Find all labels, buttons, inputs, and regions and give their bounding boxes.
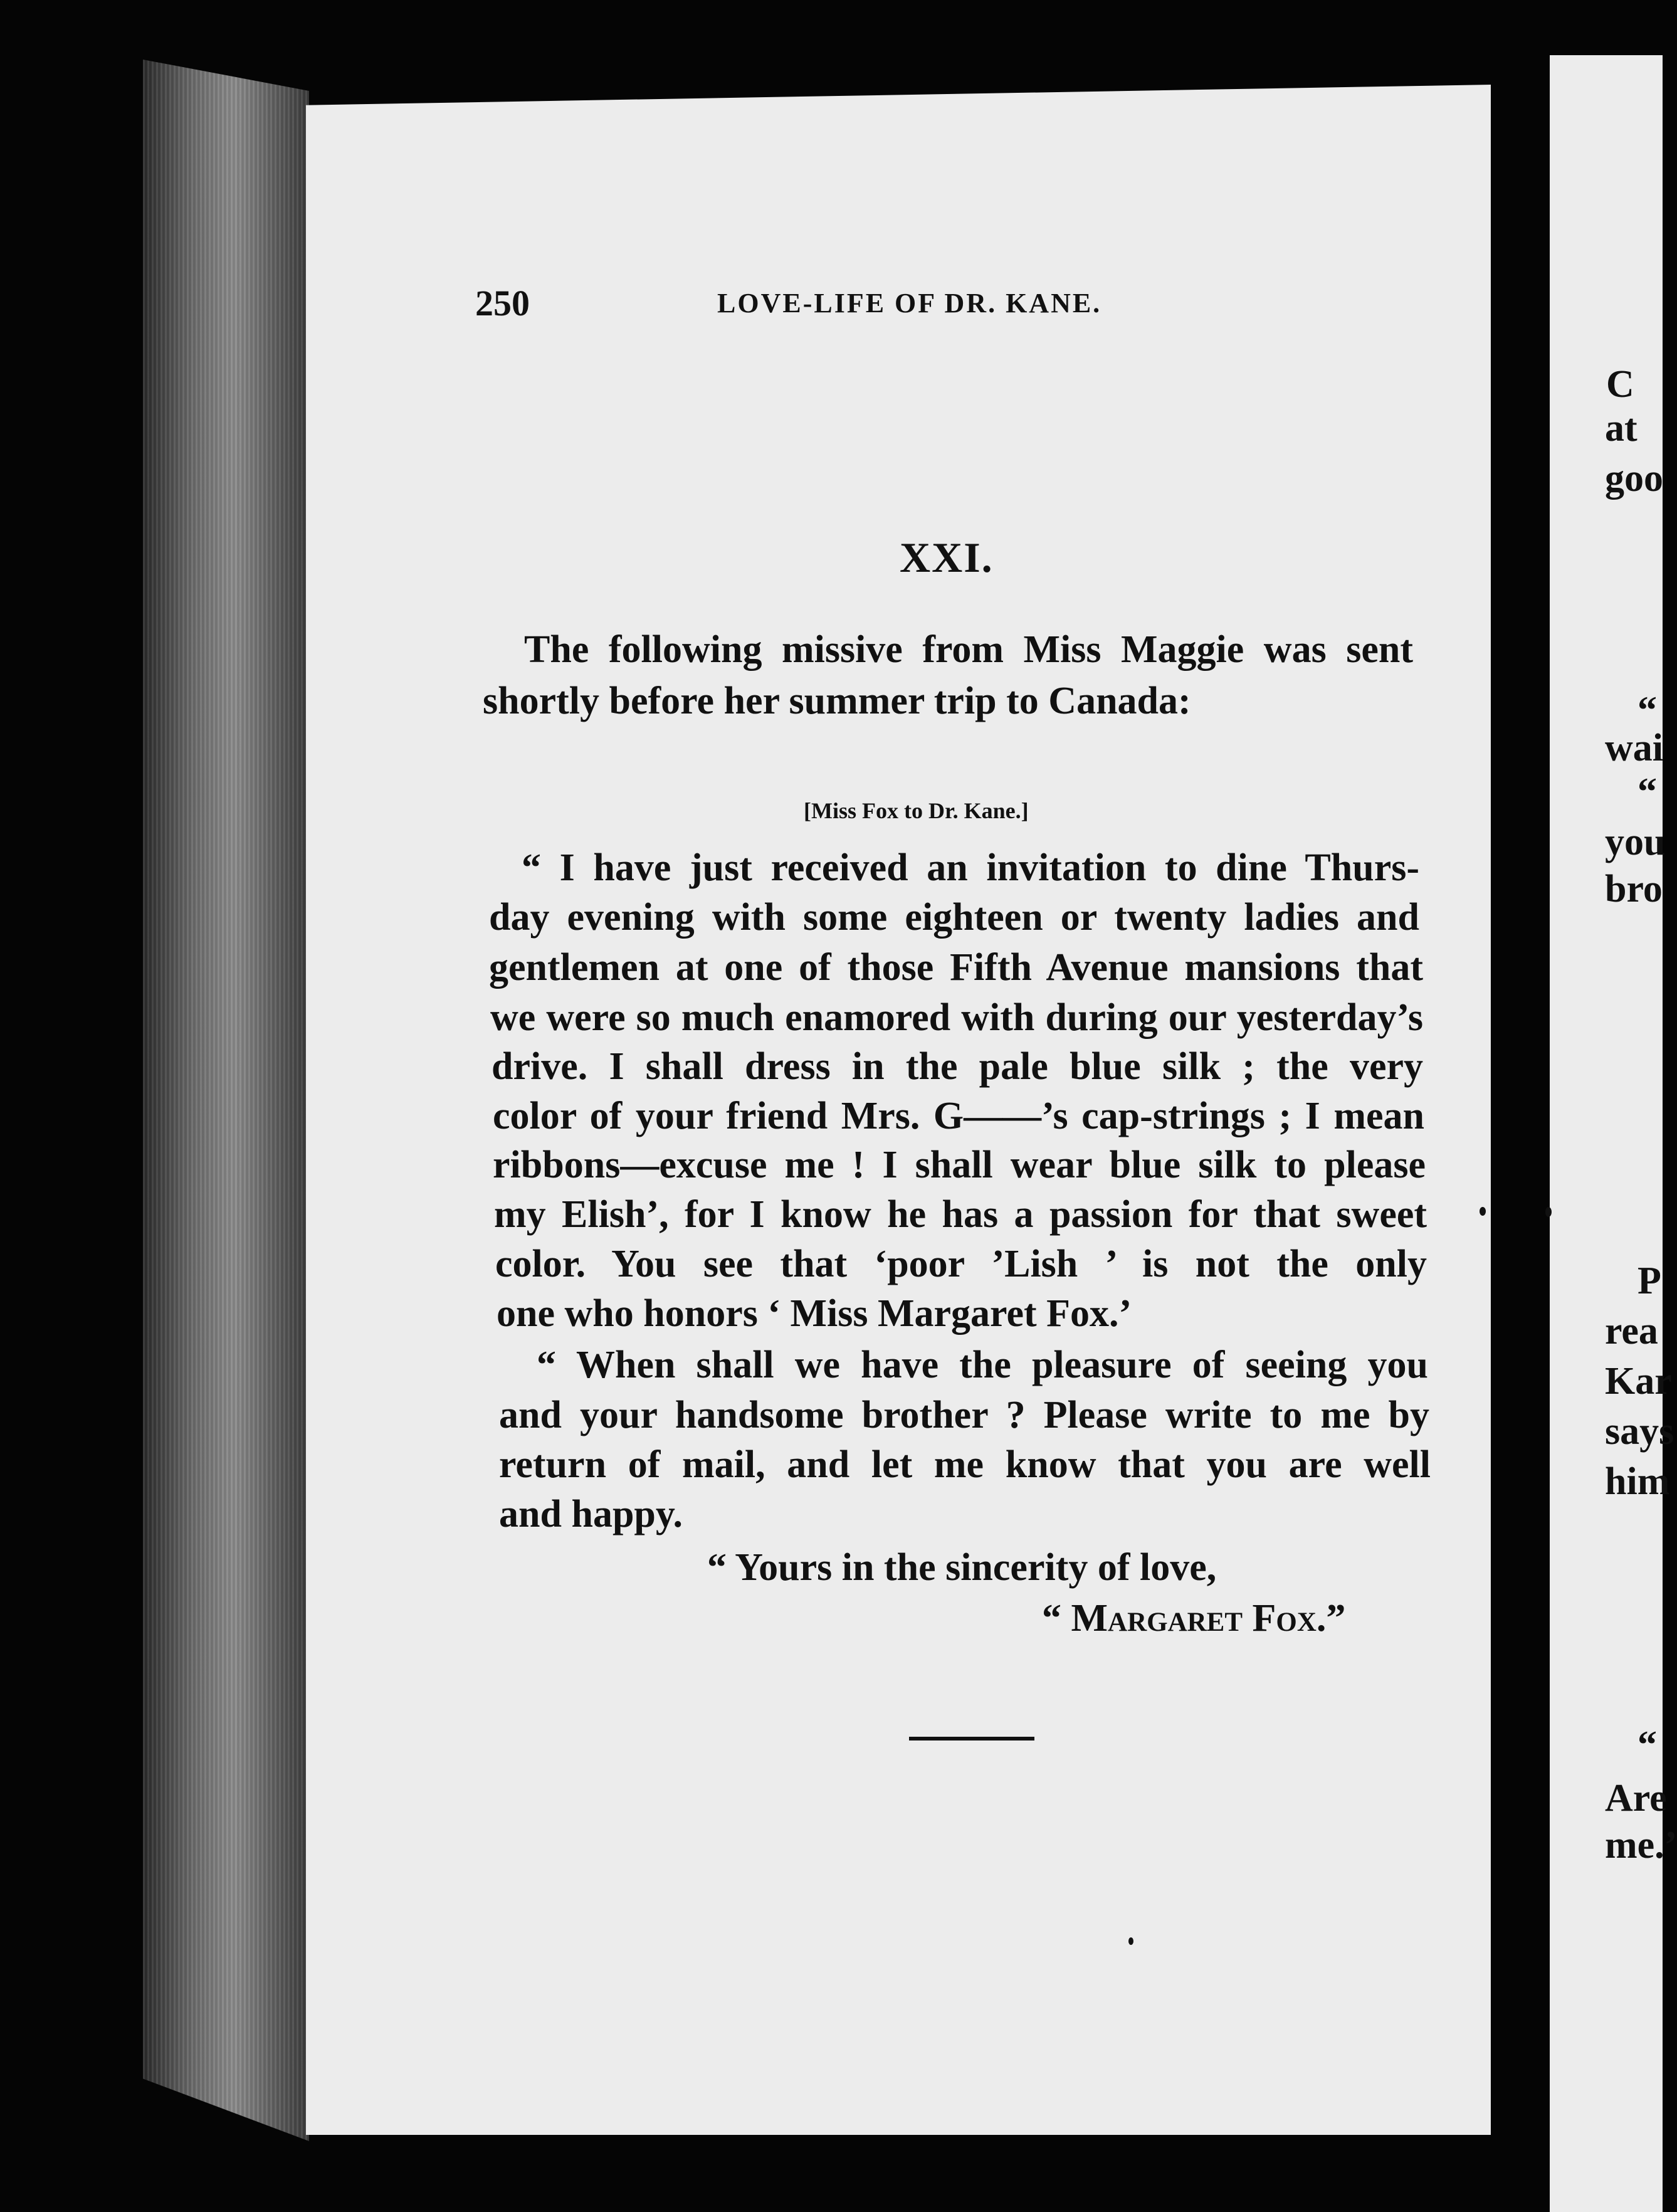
facing-line: Kar xyxy=(1605,1360,1672,1403)
ink-speck xyxy=(1128,1937,1133,1945)
facing-line: wai xyxy=(1605,727,1663,769)
letter-line: day evening with some eighteen or twenty ladies and xyxy=(489,896,1419,939)
facing-line: “ xyxy=(1638,689,1657,732)
facing-line: bro xyxy=(1605,868,1663,910)
ink-speck xyxy=(1545,1207,1552,1217)
intro-line: shortly before her summer trip to Canada: xyxy=(483,680,1191,722)
facing-line: him xyxy=(1605,1460,1670,1503)
page-edge xyxy=(143,60,309,2141)
letter-line: we were so much enamored with during our yesterday’s xyxy=(490,996,1423,1039)
intro-line: The following missive from Miss Maggie was sent xyxy=(524,628,1413,671)
letter-line: drive. I shall dress in the pale blue silk ; the very xyxy=(492,1045,1423,1088)
letter-line: “ I have just received an invitation to dine Thurs- xyxy=(522,846,1419,889)
facing-line: you xyxy=(1605,821,1666,863)
letter-line: return of mail, and let me know that you are well xyxy=(499,1443,1431,1486)
page-number: 250 xyxy=(475,283,530,324)
letter-line: one who honors ‘ Miss Margaret Fox.’ xyxy=(497,1292,1132,1335)
letter-closing: “ Yours in the sincerity of love, xyxy=(707,1546,1217,1589)
section-rule xyxy=(909,1737,1034,1741)
facing-line: P xyxy=(1638,1260,1661,1302)
running-title: LOVE-LIFE OF DR. KANE. xyxy=(717,288,1102,319)
letter-line: color. You see that ‘poor ’Lish ’ is not the only xyxy=(495,1243,1427,1285)
letter-signature: “ Margaret Fox.” xyxy=(1042,1597,1346,1640)
facing-line: says xyxy=(1605,1410,1674,1453)
letter-line: “ When shall we have the pleasure of seeing you xyxy=(537,1344,1428,1386)
facing-line: C xyxy=(1606,363,1634,406)
facing-line: rea xyxy=(1605,1310,1658,1352)
ink-speck xyxy=(1480,1207,1486,1216)
letter-line: and your handsome brother ? Please write to me by xyxy=(499,1394,1429,1436)
letter-line: and happy. xyxy=(499,1493,683,1535)
facing-line: Are xyxy=(1605,1777,1667,1820)
letter-line: ribbons—excuse me ! I shall wear blue silk to please xyxy=(493,1144,1426,1186)
chapter-heading: XXI. xyxy=(900,534,994,581)
letter-line: my Elish’, for I know he has a passion for that sweet xyxy=(494,1193,1427,1236)
facing-line: “ xyxy=(1638,771,1657,813)
letter-line: color of your friend Mrs. G——’s cap-strings ; I mean xyxy=(493,1095,1424,1137)
facing-line: goo xyxy=(1605,457,1663,500)
facing-line: me.’ xyxy=(1605,1824,1677,1867)
facing-page xyxy=(1550,55,1677,2212)
facing-line: “ xyxy=(1638,1724,1657,1766)
letter-attribution: [Miss Fox to Dr. Kane.] xyxy=(804,798,1029,823)
letter-line: gentlemen at one of those Fifth Avenue mansions that xyxy=(489,946,1423,989)
facing-line: at xyxy=(1605,407,1638,450)
